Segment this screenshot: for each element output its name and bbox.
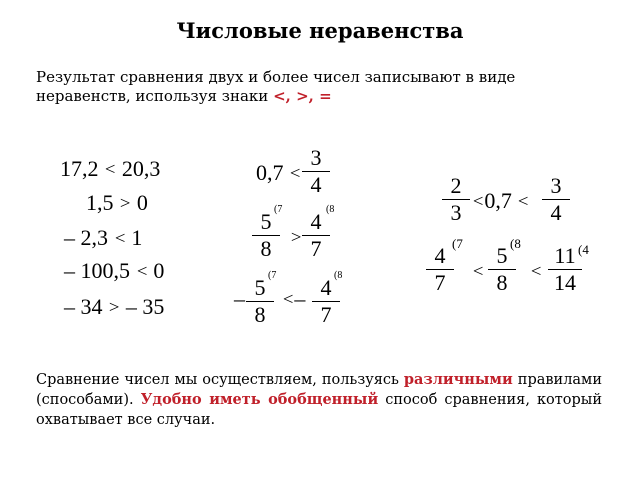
relation-sign: < <box>518 191 529 210</box>
denominator: 8 <box>260 236 272 261</box>
relation-sign: < <box>472 261 484 280</box>
relation-sign: < <box>114 228 125 247</box>
intro-text: Результат сравнения двух и более чисел записывают в виде неравенств, используя знаки <box>36 68 516 105</box>
inequality-middle <box>472 188 530 214</box>
relation-sign: < <box>282 289 294 308</box>
numerator: 11 <box>554 243 576 268</box>
relation-sign: < <box>136 261 147 280</box>
fraction <box>488 244 516 295</box>
denominator: 8 <box>496 270 508 295</box>
relation-sign: > <box>108 297 120 316</box>
fraction <box>542 174 570 225</box>
numerator: 5 <box>496 243 508 268</box>
left-value: – 2,3 <box>64 225 108 250</box>
denominator: 4 <box>550 200 562 225</box>
extra-multiplier: (8 <box>326 204 335 215</box>
minus-sign: – <box>294 286 306 311</box>
conclusion-paragraph <box>36 370 602 430</box>
fraction <box>442 174 470 225</box>
numerator: 4 <box>310 209 322 234</box>
page-title: Числовые неравенства <box>176 18 464 43</box>
inequality-middle <box>282 286 305 312</box>
right-value: – 35 <box>125 294 165 319</box>
relation-sign <box>290 224 302 250</box>
numerator: 3 <box>550 173 562 198</box>
relation-sign: < <box>530 261 542 280</box>
left-value: – 100,5 <box>64 258 130 283</box>
left-value: – 34 <box>64 294 103 319</box>
comparison-signs: <, >, = <box>273 87 332 105</box>
extra-multiplier: (7 <box>268 270 277 281</box>
numerator: 4 <box>320 275 332 300</box>
intro-paragraph <box>36 68 606 106</box>
left-value: 17,2 <box>60 156 99 181</box>
fraction <box>302 210 330 261</box>
inequality-row <box>60 156 160 182</box>
denominator: 7 <box>310 236 322 261</box>
fraction <box>246 276 274 327</box>
right-value: 20,3 <box>121 156 161 181</box>
highlighted-text: Удобно иметь обобщенный <box>140 391 379 408</box>
denominator: 7 <box>434 270 446 295</box>
fraction <box>312 276 340 327</box>
relation-sign: > <box>290 227 302 246</box>
conclusion-text: правилами (способами). <box>36 372 602 408</box>
right-value: 0 <box>136 190 148 215</box>
denominator: 7 <box>320 302 332 327</box>
relation-sign <box>472 258 484 284</box>
numerator: 2 <box>450 173 462 198</box>
conclusion-text: Сравнение чисел мы осуществляем, пользуясь <box>36 372 399 388</box>
conclusion-text: способ сравнения, который охватывает все случаи. <box>36 392 603 428</box>
inequality-row <box>256 160 301 186</box>
fraction <box>548 244 582 295</box>
right-value: 0 <box>153 258 165 283</box>
denominator: 8 <box>254 302 266 327</box>
inequality-row <box>86 190 148 216</box>
middle-value: 0,7 <box>484 188 512 213</box>
inequality-row <box>64 294 164 320</box>
extra-multiplier: (8 <box>334 270 343 281</box>
fraction <box>302 146 330 197</box>
extra-multiplier: (7 <box>452 236 463 251</box>
numerator: 5 <box>260 209 272 234</box>
fraction <box>426 244 454 295</box>
numerator: 5 <box>254 275 266 300</box>
denominator: 4 <box>310 172 322 197</box>
right-value: 1 <box>131 225 143 250</box>
extra-multiplier: (8 <box>510 236 521 251</box>
relation-sign: < <box>472 191 484 210</box>
numerator: 3 <box>310 145 322 170</box>
extra-multiplier: (4 <box>578 242 589 257</box>
extra-multiplier: (7 <box>274 204 283 215</box>
inequality-row <box>64 225 142 251</box>
numerator: 4 <box>434 243 446 268</box>
minus-sign: – <box>234 286 245 311</box>
inequality-row <box>64 258 164 284</box>
left-value: 1,5 <box>86 190 114 215</box>
highlighted-text: различными <box>403 371 513 388</box>
left-value: 0,7 <box>256 160 284 185</box>
denominator: 14 <box>554 270 576 295</box>
relation-sign: < <box>104 159 116 178</box>
fraction <box>252 210 280 261</box>
denominator: 3 <box>450 200 462 225</box>
relation-sign: < <box>289 163 301 182</box>
relation-sign <box>530 258 542 284</box>
relation-sign: > <box>119 193 131 212</box>
